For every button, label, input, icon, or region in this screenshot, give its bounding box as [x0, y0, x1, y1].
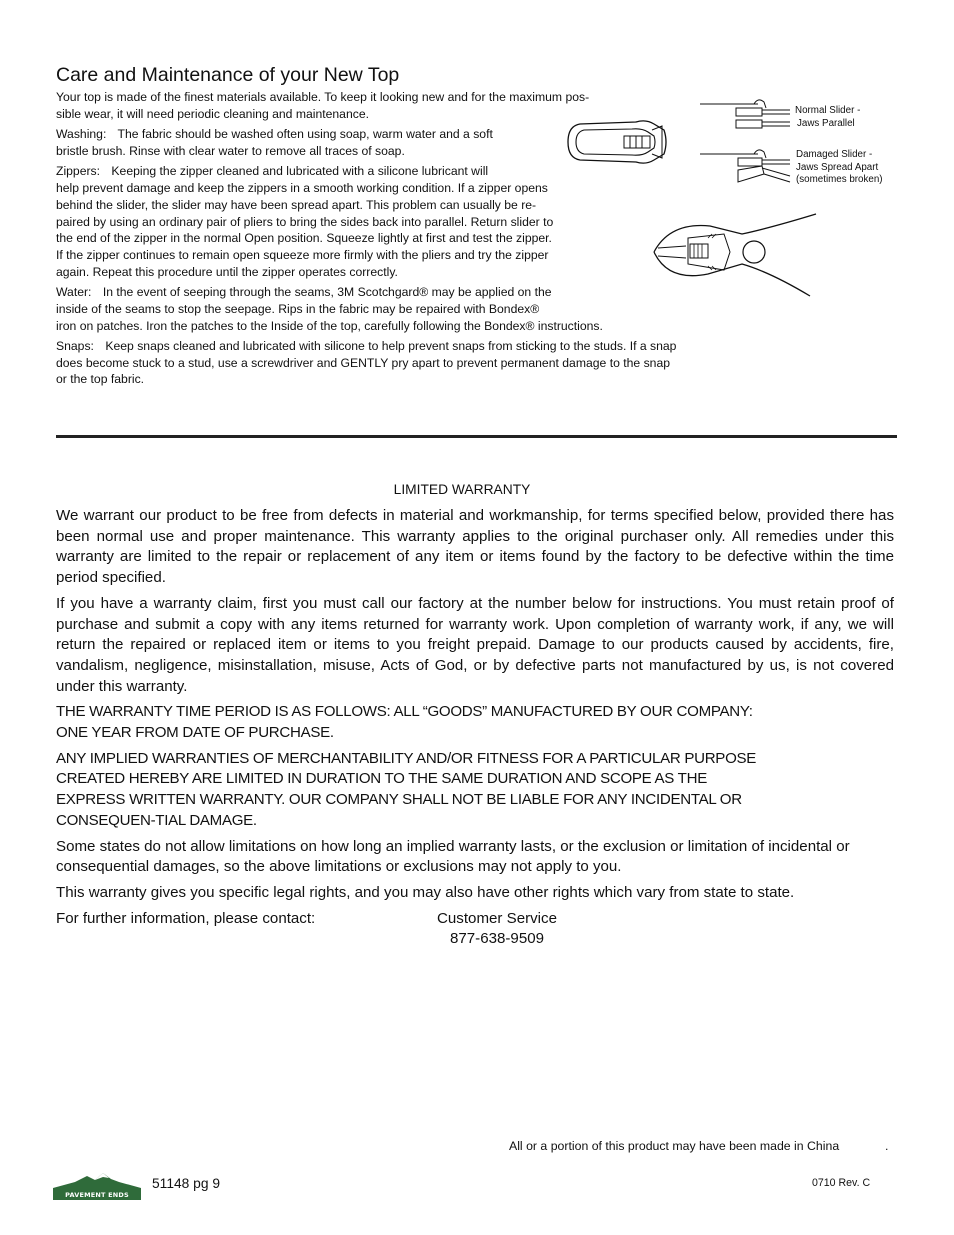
zippers-line: behind the slider, the slider may have been spread apart. This problem can usually be re- — [56, 197, 537, 212]
snaps-label: Snaps: — [56, 339, 94, 354]
warranty-paragraph: Some states do not allow limitations on how long an implied warranty lasts, or the exclusion or limitation of incidental or consequential damages, so the above limitations or exclusions may not apply to you. — [56, 837, 850, 876]
normal-slider-icon — [698, 98, 792, 134]
snaps-line: or the top fabric. — [56, 372, 145, 387]
warranty-period: THE WARRANTY TIME PERIOD IS AS FOLLOWS: ALL “GOODS” MANUFACTURED BY OUR COMPANY: ONE YEAR FROM DATE OF PURCHASE. — [56, 703, 753, 742]
warranty-paragraph: If you have a warranty claim, first you must call our factory at the number below for instructions. You must retain proof of purchase and submit a copy with any items returned for warranty work. Upon completion of warranty work, if any, we will return the repaired or replaced item or items to you freight prepaid. Damage to our products caused by accidents, fire, vandalism, negligence, misinstallation, misuse, Acts of God, or by defective parts not manufactured by us, is not covered under this warranty. — [56, 594, 894, 695]
water-line: inside of the seams to stop the seepage. Rips in the fabric may be repaired with Bondex® — [56, 301, 540, 316]
warranty-text — [56, 506, 894, 950]
zipper-slider-icon — [566, 116, 670, 168]
care-water — [56, 284, 736, 334]
logo-text: PAVEMENT ENDS — [65, 1191, 129, 1199]
normal-slider-caption — [795, 105, 860, 130]
caption-line: Damaged Slider - — [796, 149, 873, 160]
care-intro-line: sible wear, it will need periodic cleaning and maintenance. — [56, 106, 370, 121]
snaps-line: Keep snaps cleaned and lubricated with silicone to help prevent snaps from sticking to the studs. If a snap — [105, 339, 677, 354]
care-title: Care and Maintenance of your New Top — [56, 64, 400, 86]
country-of-origin-period: . — [885, 1139, 889, 1153]
contact-phone: 877-638-9509 — [450, 930, 544, 948]
zippers-line: again. Repeat this procedure until the zipper operates correctly. — [56, 264, 398, 279]
page-reference: 51148 pg 9 — [152, 1176, 221, 1191]
care-snaps — [56, 338, 736, 388]
care-intro-line: Your top is made of the finest materials available. To keep it looking new and for the maximum pos- — [56, 90, 590, 104]
caption-line: (sometimes broken) — [796, 174, 883, 186]
warranty-paragraph: We warrant our product to be free from defects in material and workmanship, for terms specified below, provided there has been normal use and proper maintenance. This warranty applies to the original purchaser only. All remedies under this warranty are limited to the repair or replacement of any item or items found by the factory to be defective within the time period specified. — [56, 507, 894, 587]
care-zippers — [56, 163, 736, 280]
contact-name: Customer Service — [437, 909, 557, 927]
warranty-title: LIMITED WARRANTY — [393, 482, 531, 497]
pavement-ends-logo — [53, 1170, 141, 1200]
damaged-slider-icon — [698, 146, 792, 188]
zippers-line: help prevent damage and keep the zippers in a smooth working condition. If a zipper opens — [56, 181, 548, 196]
water-label: Water: — [56, 285, 92, 300]
washing-line: The fabric should be washed often using soap, warm water and a soft — [117, 127, 493, 142]
caption-line: Jaws Spread Apart — [796, 161, 879, 173]
water-line: iron on patches. Iron the patches to the Inside of the top, carefully following the Bondex® instructions. — [56, 318, 603, 333]
snaps-line: does become stuck to a stud, use a screwdriver and GENTLY pry apart to prevent permanent damage to the snap — [56, 355, 670, 370]
washing-label: Washing: — [56, 127, 107, 142]
contact-info — [56, 909, 894, 950]
implied-warranty-disclaimer: ANY IMPLIED WARRANTIES OF MERCHANTABILITY AND/OR FITNESS FOR A PARTICULAR PURPOSE CREATED HEREBY ARE LIMITED IN DURATION TO THE SAME DURATION AND SCOPE AS THE EXPRESS WRITTEN WARRANTY. OUR COMPANY SHALL NOT BE LIABLE FOR ANY INCIDENTAL OR CONSEQUEN-TIAL DAMAGE. — [56, 749, 757, 829]
zippers-line: If the zipper continues to remain open squeeze more firmly with the pliers and try the zipper — [56, 247, 549, 262]
zippers-line: paired by using an ordinary pair of pliers to bring the sides back into parallel. Return slider to — [56, 214, 554, 229]
washing-line: bristle brush. Rinse with clear water to remove all traces of soap. — [56, 143, 405, 158]
zippers-line: Keeping the zipper cleaned and lubricated with a silicone lubricant will — [111, 164, 489, 179]
water-line: In the event of seeping through the seams, 3M Scotchgard® may be applied on the — [102, 285, 552, 300]
revision-code: 0710 Rev. C — [812, 1177, 871, 1189]
contact-details — [432, 909, 562, 950]
caption-line: Jaws Parallel — [797, 117, 855, 129]
zippers-line: the end of the zipper in the normal Open position. Squeeze lightly at first and test the zipper. — [56, 231, 552, 246]
damaged-slider-caption — [796, 149, 883, 187]
country-of-origin-note: All or a portion of this product may have been made in China — [509, 1139, 840, 1153]
caption-line: Normal Slider - — [795, 105, 861, 116]
zippers-label: Zippers: — [56, 164, 101, 179]
contact-label: For further information, please contact: — [56, 909, 316, 927]
section-divider — [56, 435, 897, 438]
pliers-icon — [650, 212, 820, 300]
warranty-paragraph: This warranty gives you specific legal rights, and you may also have other rights which vary from state to state. — [56, 883, 795, 901]
